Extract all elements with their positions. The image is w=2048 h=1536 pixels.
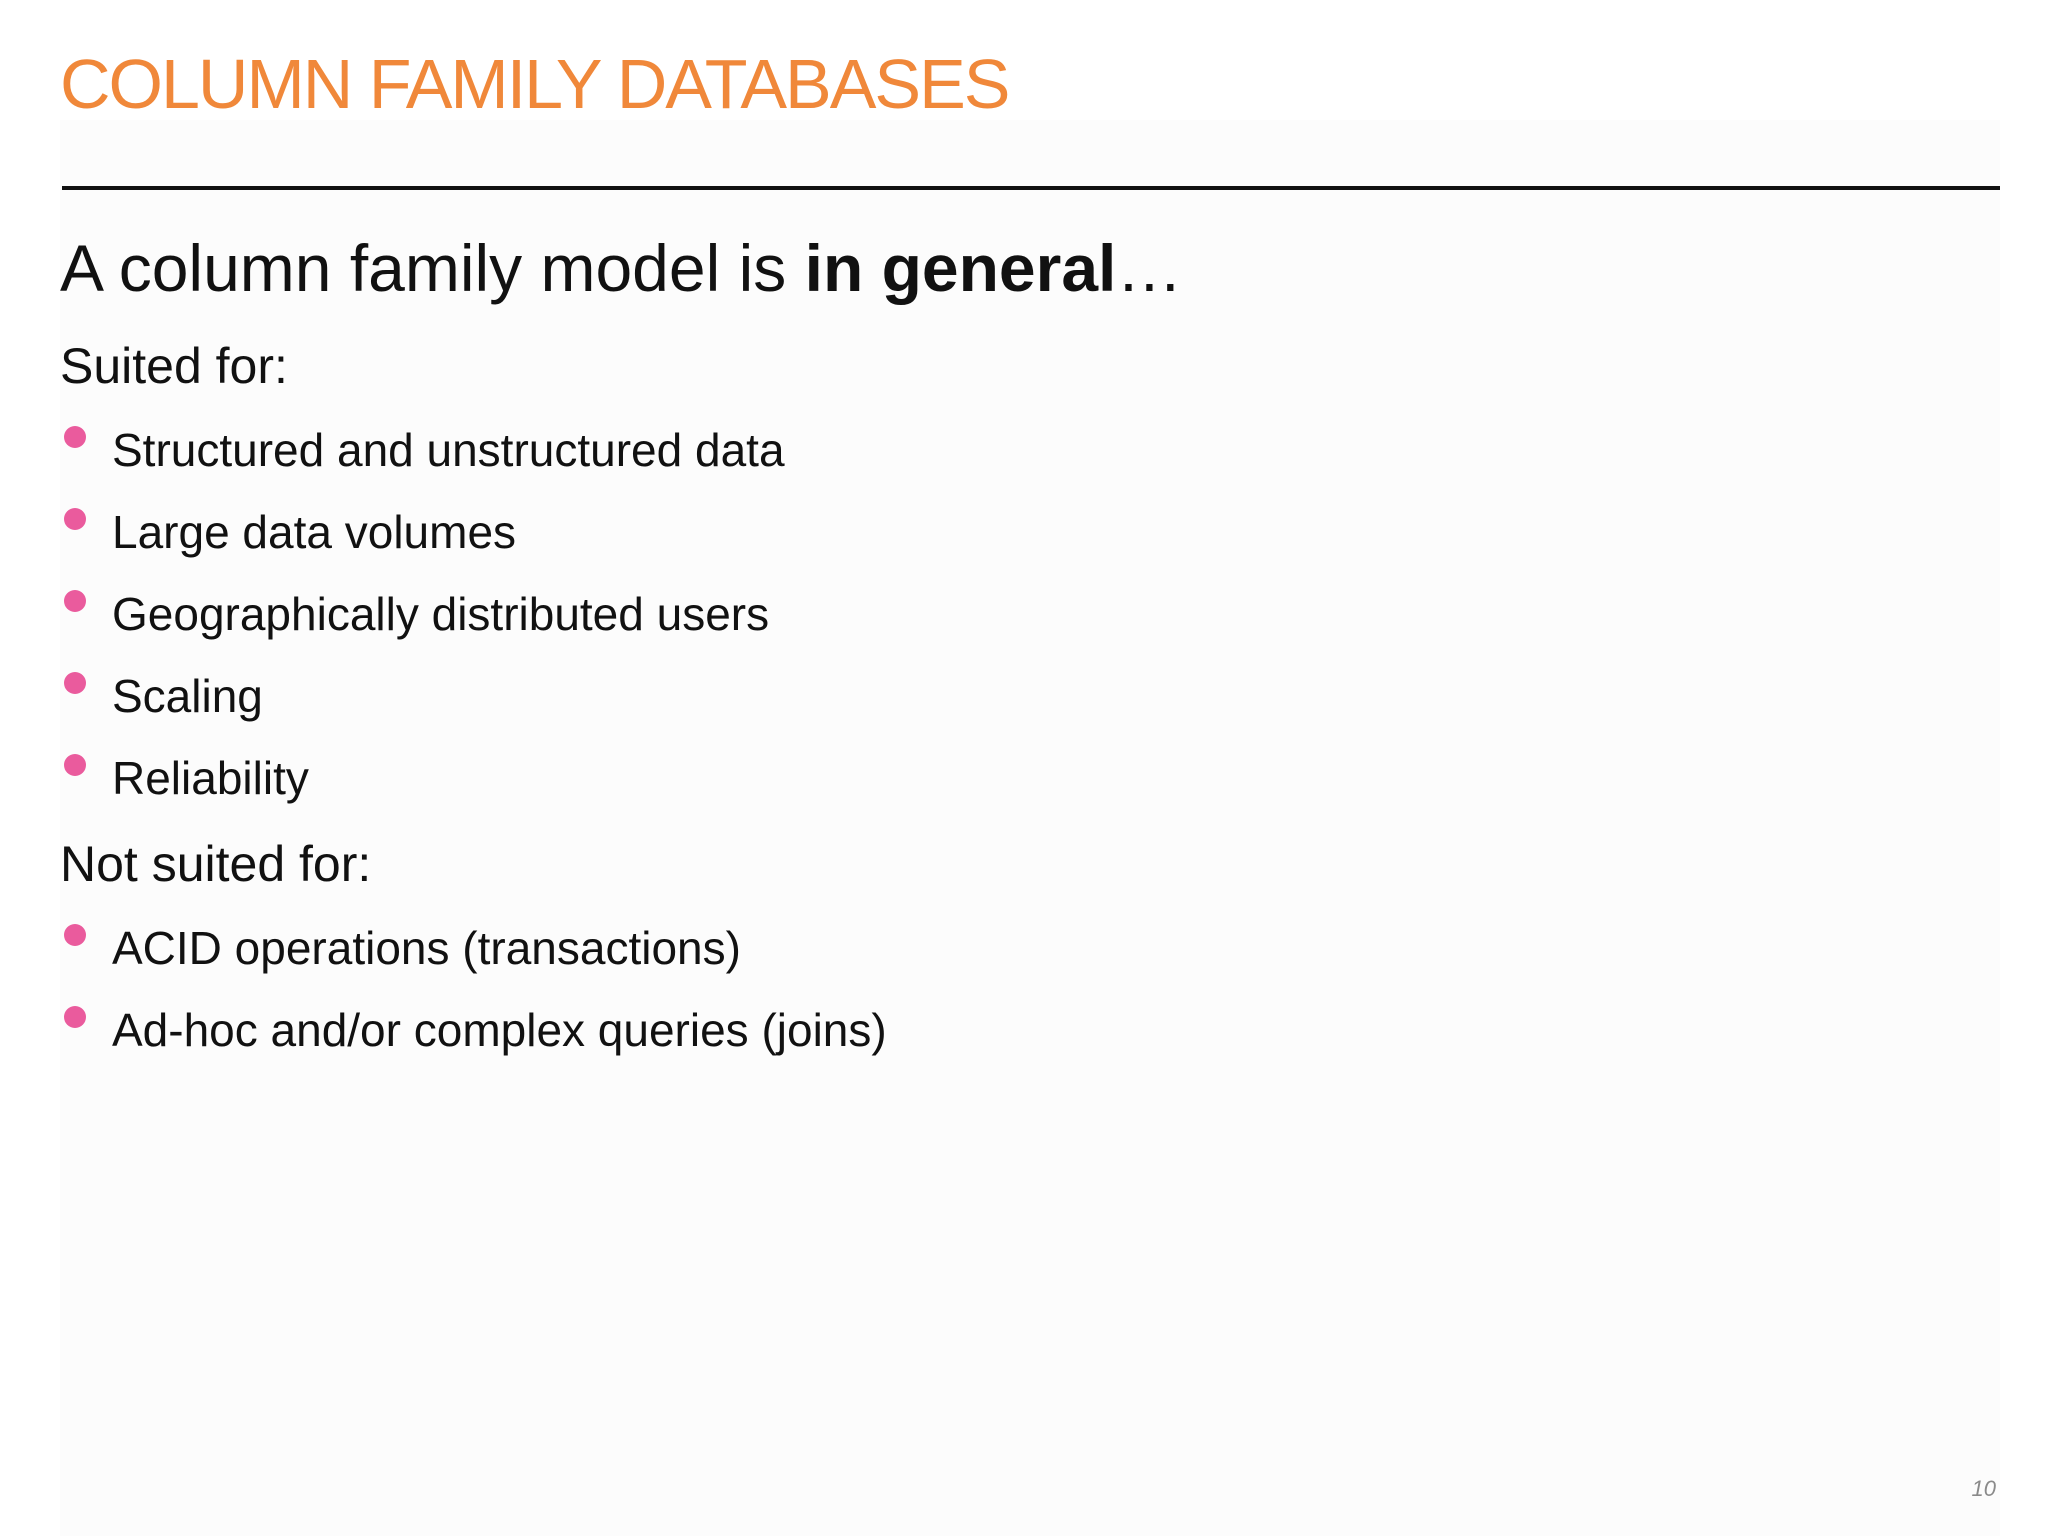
heading-suffix: … — [1116, 231, 1183, 305]
bullet-text: Reliability — [112, 752, 309, 804]
suited-bullet-item — [64, 420, 1264, 480]
bullet-text: Large data volumes — [112, 506, 517, 558]
bullet-dot-icon — [64, 924, 86, 946]
title-divider — [62, 186, 2000, 190]
content-panel — [60, 120, 2000, 1536]
page-number: 10 — [1971, 1476, 1996, 1501]
bullet-dot-icon — [64, 754, 86, 776]
not-suited-bullet-item — [64, 1000, 1264, 1060]
bullet-dot-icon — [64, 672, 86, 694]
slide-heading — [60, 228, 1182, 308]
heading-prefix: A column family model is — [60, 231, 805, 305]
suited-bullet-item — [64, 666, 1264, 726]
suited-bullet-item — [64, 584, 1264, 644]
bullet-text: Ad-hoc and/or complex queries (joins) — [112, 1004, 887, 1056]
bullet-text: Scaling — [112, 670, 263, 722]
bullet-dot-icon — [64, 590, 86, 612]
not-suited-bullet-item — [64, 918, 1264, 978]
suited-bullet-item — [64, 502, 1264, 562]
bullet-text: ACID operations (transactions) — [112, 922, 741, 974]
suited-for-label: Suited for: — [60, 338, 288, 394]
bullet-text: Structured and unstructured data — [112, 424, 785, 476]
heading-emphasis: in general — [804, 231, 1117, 305]
slide-title: COLUMN FAMILY DATABASES — [60, 45, 1009, 123]
not-suited-for-label: Not suited for: — [60, 836, 372, 892]
bullet-dot-icon — [64, 426, 86, 448]
bullet-dot-icon — [64, 508, 86, 530]
bullet-dot-icon — [64, 1006, 86, 1028]
suited-bullet-item — [64, 748, 1264, 808]
bullet-text: Geographically distributed users — [112, 588, 770, 640]
